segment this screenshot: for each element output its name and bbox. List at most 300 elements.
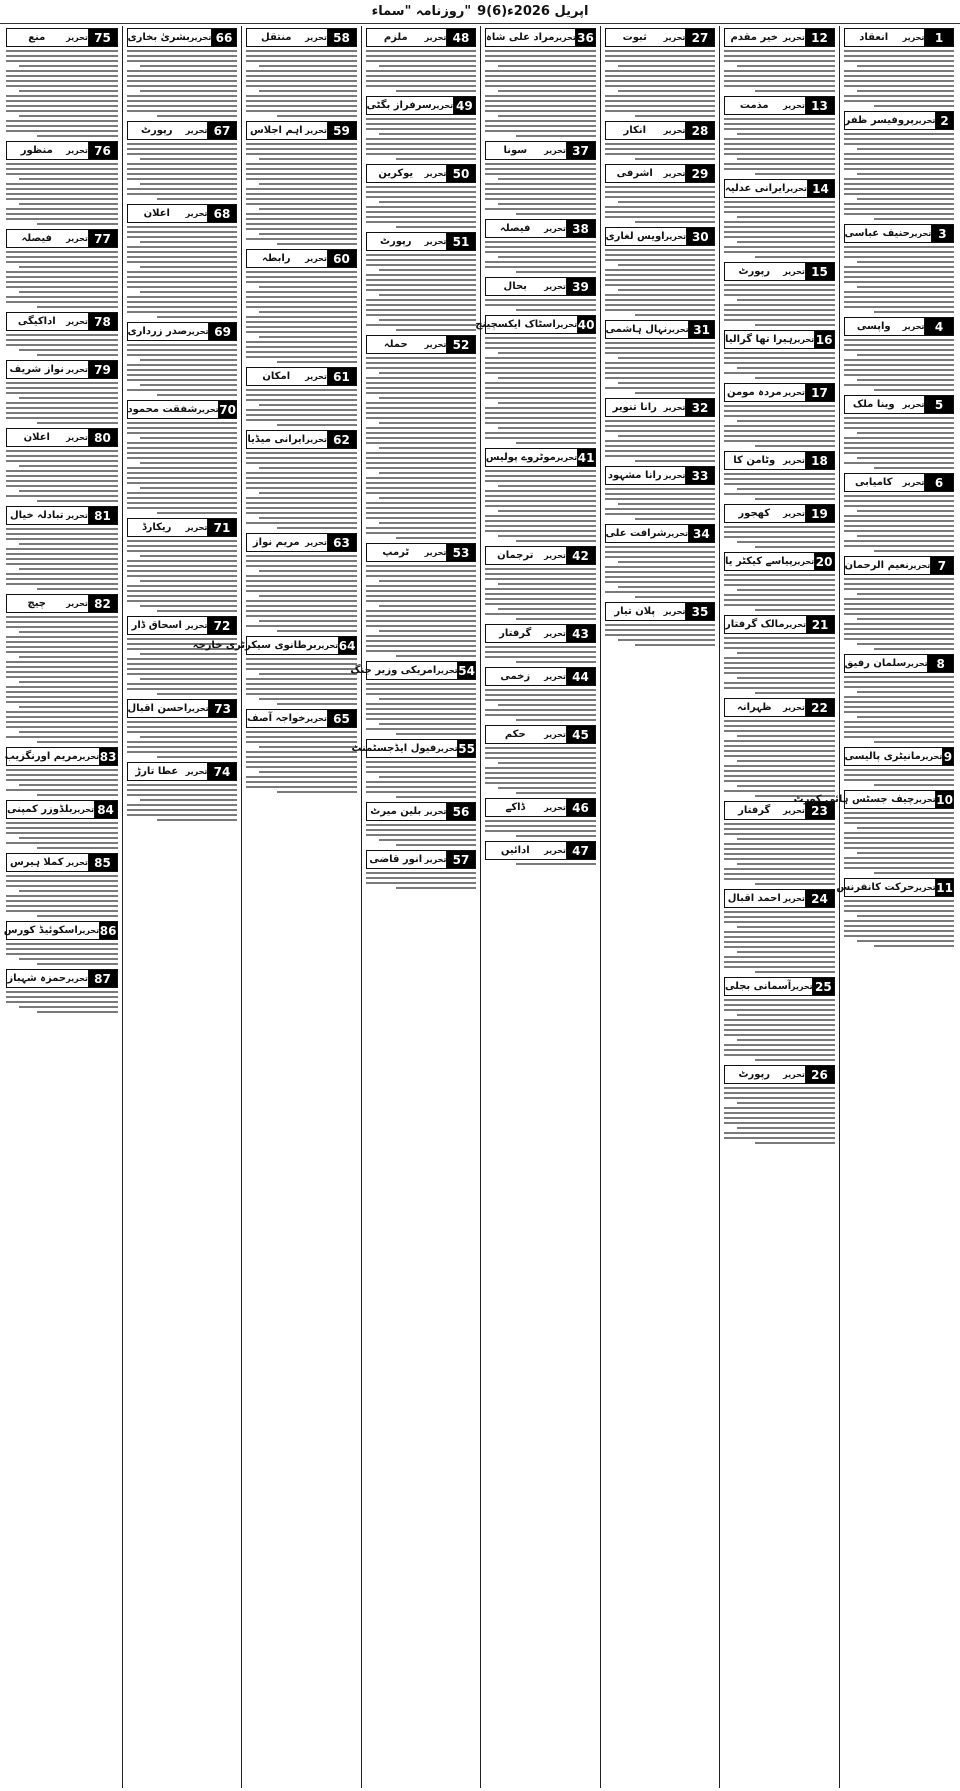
text-line xyxy=(127,585,238,587)
text-line xyxy=(246,316,357,318)
item-body-text xyxy=(844,675,955,744)
text-line xyxy=(366,442,477,444)
text-line xyxy=(605,450,716,452)
text-line xyxy=(246,555,357,557)
text-line xyxy=(277,703,357,705)
text-line xyxy=(366,153,477,155)
news-item xyxy=(246,249,357,364)
item-number: 54 xyxy=(458,663,475,678)
text-line xyxy=(19,90,117,92)
text-line xyxy=(366,462,477,464)
text-line xyxy=(140,183,237,185)
text-line xyxy=(724,123,835,125)
text-line xyxy=(246,228,357,230)
news-item-header xyxy=(485,546,596,565)
text-line xyxy=(379,372,476,374)
text-line xyxy=(724,594,835,596)
text-line xyxy=(366,640,477,642)
text-line xyxy=(366,437,477,439)
news-item-header xyxy=(724,28,835,47)
text-line xyxy=(127,379,238,381)
item-body-text xyxy=(605,419,716,463)
news-item-header xyxy=(724,504,835,523)
text-line xyxy=(37,354,117,356)
text-line xyxy=(724,1029,835,1031)
item-title: اسٹاک ایکسچینج xyxy=(475,319,556,330)
news-item-header xyxy=(485,219,596,238)
item-body-text xyxy=(485,862,596,866)
text-line xyxy=(844,85,955,87)
item-title: چیچ xyxy=(27,598,46,609)
text-line xyxy=(19,568,117,570)
text-line xyxy=(277,424,357,426)
news-item-header xyxy=(127,699,238,718)
news-item-header xyxy=(605,121,716,140)
text-line xyxy=(724,138,835,140)
text-line xyxy=(6,120,118,122)
text-line xyxy=(259,404,356,406)
text-line xyxy=(498,704,595,706)
text-line xyxy=(366,392,477,394)
news-item xyxy=(366,232,477,332)
text-line xyxy=(737,1127,834,1129)
text-line xyxy=(37,794,117,796)
text-line xyxy=(127,590,238,592)
item-label: تحریر xyxy=(306,250,328,267)
news-item-header xyxy=(836,878,955,897)
item-body-text xyxy=(6,821,118,850)
news-item xyxy=(844,317,955,392)
text-line xyxy=(485,347,596,349)
text-line xyxy=(724,118,835,120)
text-line xyxy=(485,777,596,779)
item-body-text xyxy=(246,49,357,118)
text-line xyxy=(127,432,238,434)
text-line xyxy=(140,555,237,557)
item-label: تحریر xyxy=(664,29,686,46)
text-line xyxy=(246,590,357,592)
news-item-header xyxy=(6,800,118,819)
news-item-header xyxy=(127,400,238,419)
news-item-header xyxy=(605,602,716,621)
text-line xyxy=(259,517,356,519)
text-line xyxy=(6,183,118,185)
text-line xyxy=(485,530,596,532)
item-label: تحریر xyxy=(425,544,447,561)
text-line xyxy=(127,70,238,72)
text-line xyxy=(724,226,835,228)
news-item-header xyxy=(844,224,955,243)
text-line xyxy=(844,349,955,351)
text-line xyxy=(605,430,716,432)
text-line xyxy=(246,605,357,607)
item-number: 50 xyxy=(447,165,475,182)
item-number: 27 xyxy=(686,29,714,46)
text-line xyxy=(844,701,955,703)
text-line xyxy=(366,148,477,150)
text-line xyxy=(366,206,477,208)
text-line xyxy=(366,502,477,504)
text-line xyxy=(724,246,835,248)
text-line xyxy=(844,676,955,678)
text-line xyxy=(127,658,238,660)
news-item xyxy=(366,802,477,847)
text-line xyxy=(396,158,476,160)
text-line xyxy=(618,201,715,203)
text-line xyxy=(498,377,595,379)
item-number: 29 xyxy=(686,165,714,182)
item-title: چیف جسٹس ہائی کورٹ xyxy=(793,794,915,805)
text-line xyxy=(844,530,955,532)
news-columns xyxy=(2,26,958,1788)
text-line xyxy=(246,668,357,670)
text-line xyxy=(724,319,835,321)
text-line xyxy=(844,100,955,102)
item-body-text xyxy=(366,871,477,890)
text-line xyxy=(605,60,716,62)
news-item-header xyxy=(724,698,835,717)
text-line xyxy=(724,843,835,845)
news-item xyxy=(485,277,596,312)
text-line xyxy=(724,936,835,938)
text-line xyxy=(379,133,476,135)
text-line xyxy=(366,216,477,218)
text-line xyxy=(498,203,595,205)
text-line xyxy=(37,588,117,590)
item-title: ظہرانہ xyxy=(736,702,772,713)
text-line xyxy=(140,799,237,801)
text-line xyxy=(396,655,476,657)
text-line xyxy=(157,610,237,612)
news-item xyxy=(366,543,477,658)
text-line xyxy=(724,75,835,77)
news-item-header xyxy=(724,615,835,634)
text-line xyxy=(844,447,955,449)
text-line xyxy=(6,344,118,346)
item-body-text xyxy=(127,225,238,319)
text-line xyxy=(259,286,356,288)
text-line xyxy=(605,546,716,548)
text-line xyxy=(737,677,834,679)
text-line xyxy=(857,173,954,175)
text-line xyxy=(366,128,477,130)
text-line xyxy=(19,266,117,268)
text-line xyxy=(724,916,835,918)
text-line xyxy=(844,462,955,464)
item-body-text xyxy=(844,338,955,392)
text-line xyxy=(605,367,716,369)
news-item-header xyxy=(475,315,596,334)
text-line xyxy=(485,422,596,424)
text-line xyxy=(844,726,955,728)
item-title: فیول ایڈجسٹمنٹ xyxy=(351,743,437,754)
item-title: پیاسے کیکٹر یا xyxy=(725,556,793,567)
item-body-text xyxy=(246,730,357,794)
item-title: شرافت علی xyxy=(605,528,667,539)
text-line xyxy=(6,105,118,107)
news-item xyxy=(351,739,477,799)
item-body-text xyxy=(724,49,835,93)
news-item-header xyxy=(6,747,118,766)
item-title: ثبوت xyxy=(622,32,647,43)
item-number: 70 xyxy=(219,402,236,417)
text-line xyxy=(857,852,954,854)
text-line xyxy=(844,633,955,635)
text-line xyxy=(737,420,834,422)
text-line xyxy=(485,251,596,253)
text-line xyxy=(246,341,357,343)
text-line xyxy=(366,834,477,836)
text-line xyxy=(366,211,477,213)
text-line xyxy=(127,100,238,102)
item-title: امریکی وزیر جنگ xyxy=(350,665,437,676)
text-line xyxy=(246,193,357,195)
text-line xyxy=(366,432,477,434)
item-body-text xyxy=(485,49,596,138)
text-line xyxy=(485,709,596,711)
item-label: تحریر xyxy=(186,617,208,634)
item-label: تحریر xyxy=(425,233,447,250)
item-number: 35 xyxy=(686,603,714,620)
item-body-text xyxy=(844,49,955,108)
news-item-header xyxy=(485,667,596,686)
item-label: تحریر xyxy=(914,879,936,896)
news-item xyxy=(6,969,118,1014)
text-line xyxy=(618,586,715,588)
text-line xyxy=(498,535,595,537)
text-line xyxy=(366,570,477,572)
text-line xyxy=(485,593,596,595)
text-line xyxy=(396,796,476,798)
news-item-header xyxy=(724,889,835,908)
item-title: نہال ہاشمی xyxy=(605,324,668,335)
text-line xyxy=(366,118,477,120)
text-line xyxy=(724,956,835,958)
text-line xyxy=(19,837,117,839)
text-line xyxy=(6,382,118,384)
text-line xyxy=(379,698,476,700)
text-line xyxy=(127,60,238,62)
text-line xyxy=(366,402,477,404)
text-line xyxy=(724,637,835,639)
text-line xyxy=(259,233,356,235)
text-line xyxy=(6,558,118,560)
text-line xyxy=(6,900,118,902)
text-line xyxy=(724,1034,835,1036)
text-line xyxy=(485,656,596,658)
news-column xyxy=(475,26,600,1788)
text-line xyxy=(498,787,595,789)
text-line xyxy=(127,560,238,562)
text-line xyxy=(844,256,955,258)
text-line xyxy=(605,362,716,364)
news-item-header xyxy=(6,312,118,331)
item-number: 2 xyxy=(936,112,953,129)
text-line xyxy=(127,565,238,567)
text-line xyxy=(844,628,955,630)
item-label: تحریر xyxy=(903,29,925,46)
text-line xyxy=(127,668,238,670)
item-label: تحریر xyxy=(545,278,567,295)
item-number: 82 xyxy=(89,595,117,612)
text-line xyxy=(755,498,835,500)
news-item-header xyxy=(485,448,596,467)
text-line xyxy=(844,588,955,590)
text-line xyxy=(857,827,954,829)
text-line xyxy=(844,583,955,585)
text-line xyxy=(724,430,835,432)
item-label: تحریر xyxy=(921,748,943,765)
text-line xyxy=(857,65,954,67)
text-line xyxy=(6,485,118,487)
item-body-text xyxy=(485,688,596,722)
text-line xyxy=(844,603,955,605)
text-line xyxy=(6,339,118,341)
text-line xyxy=(246,148,357,150)
text-line xyxy=(844,417,955,419)
item-title: بحال xyxy=(503,281,527,292)
text-line xyxy=(6,895,118,897)
text-line xyxy=(485,198,596,200)
text-line xyxy=(724,1054,835,1056)
text-line xyxy=(140,158,237,160)
text-line xyxy=(844,910,955,912)
text-line xyxy=(6,721,118,723)
item-title: مانیٹری پالیسی xyxy=(844,751,921,762)
text-line xyxy=(485,75,596,77)
text-line xyxy=(246,346,357,348)
text-line xyxy=(844,133,955,135)
text-line xyxy=(246,389,357,391)
text-line xyxy=(140,605,237,607)
text-line xyxy=(127,731,238,733)
text-line xyxy=(6,553,118,555)
text-line xyxy=(379,397,476,399)
text-line xyxy=(516,309,596,311)
text-line xyxy=(844,359,955,361)
item-number: 36 xyxy=(577,30,594,45)
text-line xyxy=(485,588,596,590)
text-line xyxy=(605,110,716,112)
item-body-text xyxy=(485,298,596,312)
item-title: پروفیسر ظفر xyxy=(844,115,915,126)
text-line xyxy=(6,711,118,713)
text-line xyxy=(6,583,118,585)
item-label: تحریر xyxy=(914,112,936,129)
text-line xyxy=(498,583,595,585)
news-item-header xyxy=(485,624,596,643)
text-line xyxy=(246,512,357,514)
text-line xyxy=(127,794,238,796)
text-line xyxy=(605,70,716,72)
text-line xyxy=(485,694,596,696)
text-line xyxy=(246,678,357,680)
text-line xyxy=(366,75,477,77)
text-line xyxy=(724,531,835,533)
news-item-header xyxy=(246,430,357,449)
item-number: 51 xyxy=(447,233,475,250)
text-line xyxy=(605,576,716,578)
text-line xyxy=(140,736,237,738)
text-line xyxy=(6,110,118,112)
text-line xyxy=(605,95,716,97)
news-item-header xyxy=(6,969,118,988)
text-line xyxy=(6,450,118,452)
text-line xyxy=(724,828,835,830)
item-label: تحریر xyxy=(306,29,328,46)
news-item xyxy=(366,335,477,540)
text-line xyxy=(246,786,357,788)
item-body-text xyxy=(6,449,118,503)
text-line xyxy=(379,630,476,632)
text-line xyxy=(246,502,357,504)
item-number: 41 xyxy=(577,450,595,465)
item-number: 79 xyxy=(89,361,117,378)
news-item-header xyxy=(844,111,955,130)
text-line xyxy=(396,329,476,331)
news-column xyxy=(122,26,242,1788)
text-line xyxy=(485,490,596,492)
item-number: 10 xyxy=(936,792,953,807)
text-line xyxy=(6,218,118,220)
text-line xyxy=(844,70,955,72)
text-line xyxy=(246,663,357,665)
text-line xyxy=(127,271,238,273)
news-item-header xyxy=(6,360,118,379)
text-line xyxy=(605,143,716,145)
text-line xyxy=(485,772,596,774)
text-line xyxy=(857,379,954,381)
item-title: انور قاضی xyxy=(369,854,423,865)
item-label: تحریر xyxy=(436,662,458,679)
text-line xyxy=(366,877,477,879)
news-item xyxy=(6,506,118,591)
text-line xyxy=(37,1011,117,1013)
item-body-text xyxy=(724,573,835,612)
text-line xyxy=(874,784,954,786)
item-number: 48 xyxy=(447,29,475,46)
text-line xyxy=(724,1132,835,1134)
text-line xyxy=(724,483,835,485)
item-number: 19 xyxy=(806,505,834,522)
text-line xyxy=(6,686,118,688)
item-body-text xyxy=(6,874,118,918)
text-line xyxy=(127,673,238,675)
text-line xyxy=(724,1122,835,1124)
text-line xyxy=(724,1019,835,1021)
text-line xyxy=(6,716,118,718)
item-label: تحریر xyxy=(910,225,932,242)
item-body-text xyxy=(724,283,835,327)
text-line xyxy=(724,604,835,606)
text-line xyxy=(6,533,118,535)
news-item-header xyxy=(366,164,477,183)
news-item xyxy=(844,654,955,744)
text-line xyxy=(724,526,835,528)
text-line xyxy=(19,543,117,545)
text-line xyxy=(366,284,477,286)
news-item-header xyxy=(605,164,716,183)
item-title: حرکت کانفرنس xyxy=(836,882,915,893)
text-line xyxy=(157,693,237,695)
text-line xyxy=(485,767,596,769)
text-line xyxy=(516,661,596,663)
news-item xyxy=(724,889,835,974)
text-line xyxy=(724,780,835,782)
text-line xyxy=(605,153,716,155)
news-item xyxy=(485,448,596,543)
text-line xyxy=(857,593,954,595)
